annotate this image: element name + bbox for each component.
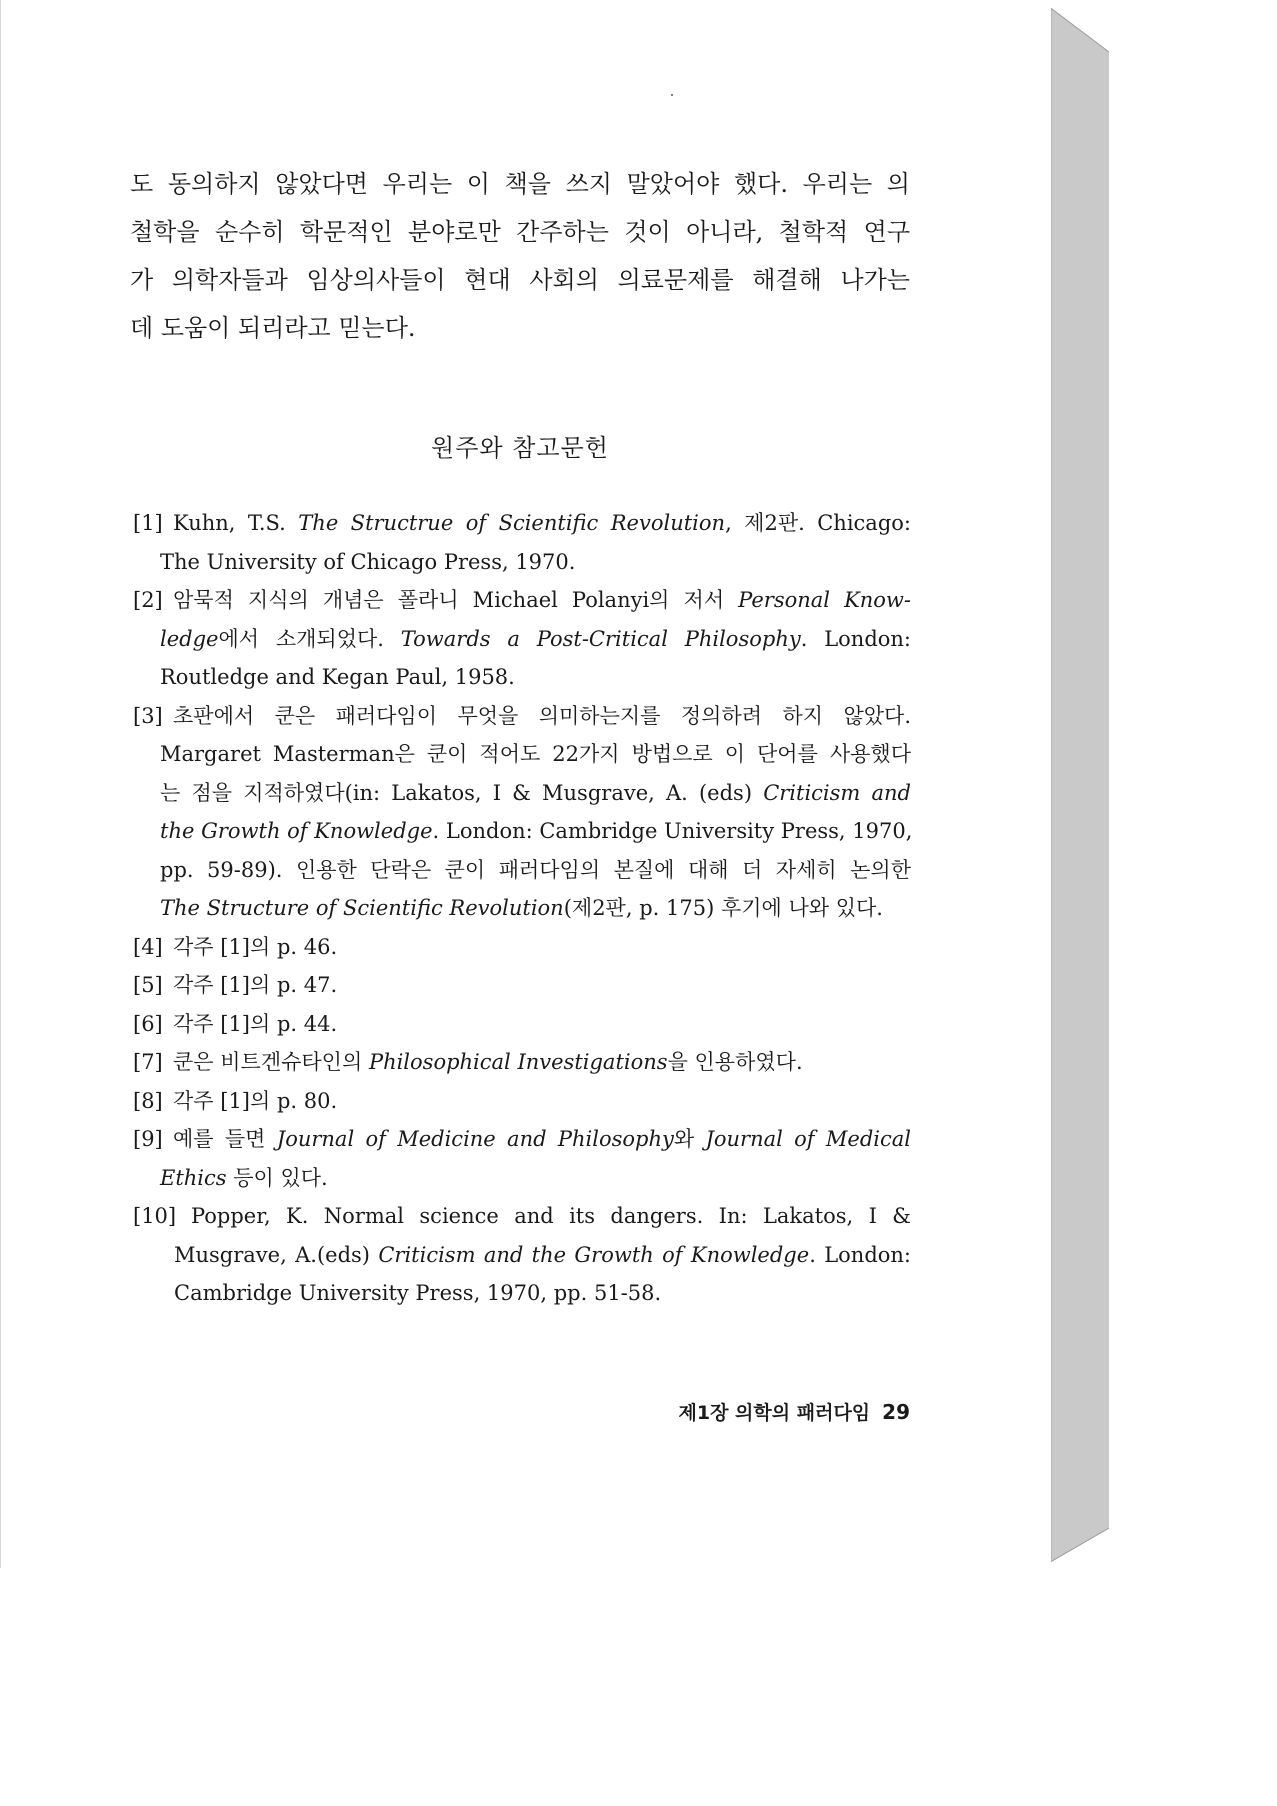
reference-text: 와	[673, 1127, 706, 1151]
reference-number: [5]	[133, 973, 163, 997]
reference-line	[133, 1274, 911, 1313]
reference-text: 초판에서 쿤은 패러다임이 무엇을 의미하는지를 정의하려 하지 않았다.	[173, 703, 911, 728]
reference-text: Musgrave, A.(eds)	[174, 1242, 379, 1267]
reference-item	[133, 581, 911, 697]
reference-text: pp. 59-89). 인용한 단락은 쿤이 패러다임의 본질에 대해 더 자세히 논의한	[160, 857, 911, 882]
reference-item	[133, 928, 911, 967]
reference-item	[133, 966, 911, 1005]
reference-title-italic: Journal of Medicine and Philosophy	[276, 1127, 674, 1151]
reference-title-italic: Ethics	[160, 1165, 227, 1190]
page-footer	[600, 1398, 910, 1425]
reference-number: [6]	[133, 1011, 163, 1036]
intro-line: 가 의학자들과 임상의사들이 현대 사회의 의료문제를 해결해 나가는	[130, 266, 910, 294]
reference-text: Routledge and Kegan Paul, 1958.	[160, 665, 515, 689]
page-number: 29	[882, 1400, 910, 1424]
reference-line	[133, 1236, 911, 1275]
reference-text: The University of Chicago Press, 1970.	[160, 549, 576, 574]
reference-line	[133, 581, 911, 620]
reference-title-italic: Criticism and	[763, 780, 911, 805]
reference-number: [9]	[133, 1127, 163, 1151]
reference-title-italic: Philosophical Investigations	[368, 1050, 668, 1074]
reference-item	[133, 697, 911, 928]
reference-text: . London:	[809, 1242, 912, 1267]
reference-text: 암묵적 지식의 개념은 폴라니 Michael Polanyi의 저서	[173, 588, 739, 612]
reference-line	[133, 658, 911, 697]
reference-number: [8]	[133, 1088, 163, 1113]
reference-line	[133, 1120, 911, 1159]
reference-item	[133, 1005, 911, 1044]
reference-item	[133, 1082, 911, 1121]
reference-item	[133, 1043, 911, 1082]
reference-text: , 제2판. Chicago:	[725, 511, 911, 535]
reference-line	[133, 620, 911, 659]
reference-title-italic: ledge	[160, 626, 219, 651]
reference-text: 쿤은 비트겐슈타인의	[173, 1050, 369, 1074]
reference-text: 에서 소개되었다.	[218, 626, 401, 651]
reference-title-italic: The Structure of Scientific Revolution	[160, 896, 564, 920]
reference-title-italic: the Growth of Knowledge	[160, 819, 433, 843]
reference-text: 을 인용하였다.	[667, 1050, 803, 1074]
reference-title-italic: Criticism and the Growth of Knowledge	[378, 1242, 810, 1267]
reference-text: 각주 [1]의 p. 47.	[173, 973, 338, 997]
chapter-title: 제1장 의학의 패러다임	[678, 1402, 871, 1424]
section-title: 원주와 참고문헌	[431, 434, 609, 462]
reference-line	[133, 1005, 911, 1044]
reference-line	[133, 504, 911, 543]
reference-text: 각주 [1]의 p. 46.	[173, 934, 338, 959]
reference-line	[133, 1197, 911, 1236]
reference-line	[133, 1159, 911, 1198]
speck-mark	[671, 94, 673, 96]
reference-text: Kuhn, T.S.	[173, 511, 299, 535]
intro-line: 도 동의하지 않았다면 우리는 이 책을 쓰지 말았어야 했다. 우리는 의	[130, 170, 910, 198]
intro-line: 철학을 순수히 학문적인 분야로만 간주하는 것이 아니라, 철학적 연구	[130, 218, 910, 246]
reference-item	[133, 1120, 911, 1197]
reference-text: 예를 들면	[173, 1127, 277, 1151]
reference-line	[133, 735, 911, 774]
reference-number: [1]	[133, 511, 163, 535]
reference-item	[133, 1197, 911, 1313]
reference-text: (제2판, p. 175) 후기에 나와 있다.	[563, 896, 883, 920]
reference-item	[133, 504, 911, 581]
reference-line	[133, 851, 911, 890]
reference-text: Cambridge University Press, 1970, pp. 51-58.	[174, 1281, 662, 1305]
reference-text: . London: Cambridge University Press, 1970,	[432, 819, 913, 843]
reference-title-italic: The Structrue of Scientific Revolution	[298, 511, 726, 535]
reference-number: [3]	[133, 703, 163, 728]
reference-number: [7]	[133, 1050, 163, 1074]
reference-line	[133, 812, 911, 851]
reference-line	[133, 543, 911, 582]
intro-paragraph	[130, 160, 910, 352]
reference-line	[133, 1043, 911, 1082]
reference-text: Margaret Masterman은 쿤이 적어도 22가지 방법으로 이 단어를 사용했다	[160, 742, 911, 766]
reference-text: 등이 있다.	[226, 1165, 328, 1190]
reference-line	[133, 966, 911, 1005]
reference-line	[133, 889, 911, 928]
reference-text: 는 점을 지적하였다(in: Lakatos, I & Musgrave, A. (eds)	[160, 780, 764, 805]
intro-line: 데 도움이 되리라고 믿는다.	[130, 314, 416, 342]
reference-list	[133, 504, 911, 1313]
reference-number: [10]	[133, 1204, 177, 1228]
reference-number: [4]	[133, 934, 163, 959]
reference-title-italic: Personal Know-	[738, 588, 911, 612]
reference-text: . London:	[800, 626, 912, 651]
reference-title-italic: Towards a Post-Critical Philosophy	[400, 626, 801, 651]
reference-number: [2]	[133, 588, 163, 612]
reference-title-italic: Journal of Medical	[705, 1127, 911, 1151]
reference-text: Popper, K. Normal science and its dangers. In: Lakatos, I &	[191, 1204, 911, 1228]
reference-text: 각주 [1]의 p. 80.	[173, 1088, 338, 1113]
reference-line	[133, 928, 911, 967]
reference-text: 각주 [1]의 p. 44.	[173, 1011, 338, 1036]
reference-line	[133, 1082, 911, 1121]
reference-line	[133, 774, 911, 813]
reference-line	[133, 697, 911, 736]
